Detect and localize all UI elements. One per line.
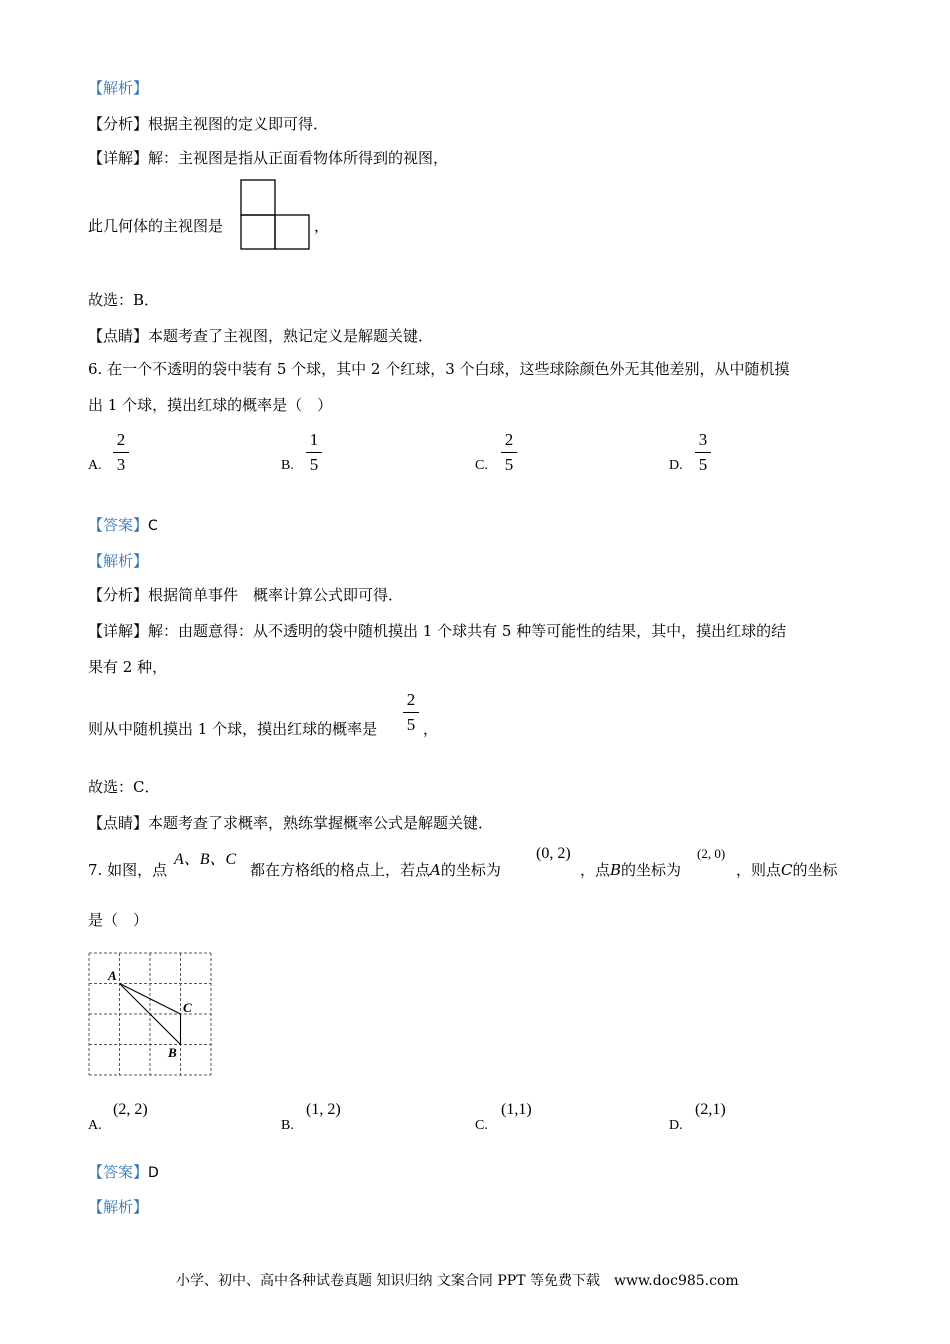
front-view-bottom-right-square [275, 215, 309, 249]
comment-line-6 [88, 813, 493, 833]
denominator: 5 [504, 455, 514, 474]
choice-line-6: 故选：C． [88, 778, 160, 796]
numerator: 2 [504, 430, 514, 449]
detail-line-5 [88, 148, 448, 168]
numerator: 2 [116, 430, 126, 449]
q6-option-d-fraction [695, 430, 711, 475]
q6-stem-line2: 出 1 个球，摸出红球的概率是（ ） [88, 396, 333, 414]
q6-option-d-label: D. [669, 458, 683, 473]
q7-coord-b: (2, 0) [697, 846, 726, 861]
q7-stem-part4: ，点 [580, 861, 611, 879]
q7-option-b-value: (1, 2) [306, 1101, 341, 1118]
analysis-text: 根据简单事件 概率计算公式即可得． [148, 586, 404, 604]
q7-option-c-label: C. [475, 1118, 488, 1133]
front-view-top-square [241, 180, 275, 215]
label-c: C [183, 1000, 192, 1015]
denominator: 5 [698, 455, 708, 474]
q6-answer-line [88, 515, 158, 536]
denominator: 5 [406, 715, 416, 734]
q7-stem-part7: 的坐标 [792, 861, 838, 879]
comment-text: 本题考查了求概率，熟练掌握概率公式是解题关键． [148, 814, 494, 832]
comment-tag: 【点睛】 [88, 814, 149, 832]
answer-tag: 【答案】 [88, 1163, 149, 1181]
q7-option-b-label: B. [281, 1118, 294, 1133]
q7-stem-lead: 7. 如图，点 [88, 861, 168, 879]
detail-text: 解：主视图是指从正面看物体所得到的视图， [148, 149, 449, 167]
q7-stem-part5: 的坐标为 [621, 861, 682, 879]
comment-tag: 【点睛】 [88, 327, 149, 345]
choice-line-5: 故选：B． [88, 291, 160, 309]
page-footer: 小学、初中、高中各种试卷真题 知识归纳 文案合同 PPT 等免费下载 www.doc985.com [176, 1273, 739, 1289]
detail-tag: 【详解】 [88, 149, 149, 167]
q7-stem-part2: 都在方格纸的格点上，若点 [250, 861, 431, 879]
q6-option-c-label: C. [475, 458, 488, 473]
detail-line-6c: 则从中随机摸出 1 个球，摸出红球的概率是 [88, 720, 378, 738]
detail-tag: 【详解】 [88, 622, 149, 640]
detail-line-6b: 果有 2 种， [88, 658, 168, 676]
label-b: B [168, 1045, 177, 1060]
q7-option-d-value: (2,1) [695, 1101, 726, 1118]
analysis-text: 根据主视图的定义即可得． [148, 115, 329, 133]
q7-stem-mid [580, 860, 681, 880]
q7-point-c: C [781, 861, 793, 879]
numerator: 2 [406, 690, 416, 709]
q6-option-a-fraction [113, 430, 129, 475]
denominator: 3 [116, 455, 126, 474]
q7-option-a-label: A. [88, 1118, 102, 1133]
q7-answer-line [88, 1162, 159, 1183]
q7-option-c-value: (1,1) [501, 1101, 532, 1118]
q7-stem-body [250, 860, 501, 880]
q7-point-a: A [430, 861, 441, 879]
q7-stem-tail [736, 860, 838, 880]
q7-option-d-label: D. [669, 1118, 683, 1133]
denominator: 5 [309, 455, 319, 474]
jiexi-heading-5: 【解析】 [88, 79, 149, 97]
jiexi-heading-7: 【解析】 [88, 1198, 149, 1216]
q6-result-fraction [403, 690, 419, 735]
q7-option-a-value: (2, 2) [113, 1101, 148, 1118]
q7-stem-line2: 是（ ） [88, 911, 149, 929]
numerator: 3 [698, 430, 708, 449]
comment-line-5 [88, 326, 433, 346]
front-view-bottom-left-square [241, 215, 275, 249]
label-a: A [108, 968, 117, 983]
q7-coord-a: (0, 2) [536, 845, 571, 862]
analysis-line-6 [88, 585, 403, 605]
numerator: 1 [309, 430, 319, 449]
q7-answer-value: D [148, 1165, 159, 1181]
q6-option-b-fraction [306, 430, 322, 475]
q7-point-b: B [610, 861, 622, 879]
analysis-line-5 [88, 114, 328, 134]
front-view-line: 此几何体的主视图是 [88, 217, 224, 235]
q7-points-abc: A、B、C [174, 851, 237, 868]
comment-text: 本题考查了主视图，熟记定义是解题关键． [148, 327, 434, 345]
q6-option-a-label: A. [88, 458, 102, 473]
analysis-tag: 【分析】 [88, 586, 149, 604]
q7-stem-part6: ，则点 [736, 861, 782, 879]
jiexi-heading-6: 【解析】 [88, 552, 149, 570]
detail-line-6a [88, 621, 786, 641]
q7-stem-part3: 的坐标为 [440, 861, 501, 879]
q6-answer-value: C [148, 518, 158, 534]
detail-text: 解：由题意得：从不透明的袋中随机摸出 1 个球共有 5 种等可能性的结果，其中，摸出红球的结 [148, 622, 787, 640]
front-view-suffix: ， [314, 217, 330, 235]
q6-option-b-label: B. [281, 458, 294, 473]
q6-option-c-fraction [501, 430, 517, 475]
q6-result-suffix: ， [423, 720, 439, 738]
q6-stem-line1: 6. 在一个不透明的袋中装有 5 个球，其中 2 个红球，3 个白球，这些球除颜色外无其他差别，从中随机摸 [88, 360, 790, 378]
q7-grid-figure [88, 952, 214, 1078]
front-view-figure [240, 179, 312, 251]
answer-tag: 【答案】 [88, 516, 149, 534]
analysis-tag: 【分析】 [88, 115, 149, 133]
